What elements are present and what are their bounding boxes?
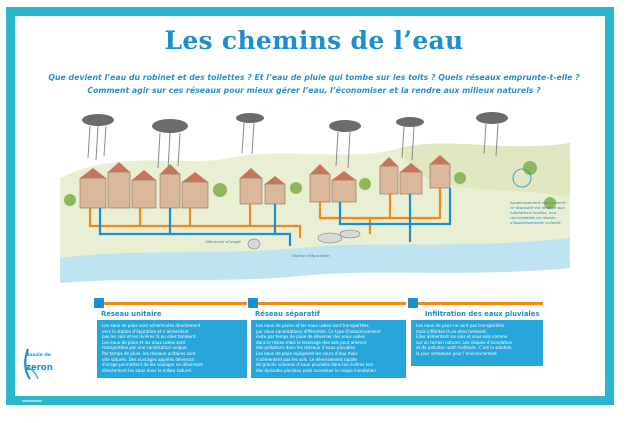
panel-line: pas les sols et les rivières là où elles tombent. [102,334,197,340]
panel-infiltration [411,302,543,378]
label-deversoir: Déversoir d’orage [206,239,241,244]
logo-line-2: zeron [26,363,53,373]
panel-line: vite saturés. Des ouvrages appelés déversoir [102,356,195,362]
rain-clouds [82,112,508,133]
panel-line: Les eaux de pluie ne sont pas transportées [416,323,505,328]
panel-marker [94,298,104,308]
panel-line: Les eaux de pluie rejoignent les cours d’eau mais [256,350,358,356]
panel-bar [411,302,543,305]
water-network-illustration [60,108,570,288]
panel-line: de grands volumes d’eaux pluviales dans les rivières lors [256,362,374,368]
panel-body [97,320,247,378]
panel-line: Elles alimentent les sols et sous-sols comme [416,334,508,340]
panel-reseau-separatif [251,302,406,378]
panel-bar [97,302,247,305]
panel-heading: Infiltration des eaux pluviales [425,310,540,318]
panel-marker [408,298,418,308]
panel-line: sur un terrain naturel. Les risques d’inondation [416,339,513,345]
panel-marker [248,298,258,308]
footer-mark [22,400,42,402]
subtitle-line-1: Que devient l’eau du robinet et des toilettes ? Et l’eau de pluie qui tombe sur les toits ? Quels réseaux emprunte-t-elle ? [48,73,580,82]
panel-line: Les eaux de pluie sont acheminées directement [102,323,201,328]
panel-line: des épisodes pluvieux peut accentuer le risque inondation. [256,367,378,373]
panel-line: n’alimentent pas les sols. Le déversement rapide [256,356,358,362]
panel-heading: Réseau séparatif [255,310,320,318]
panel-line: Les eaux de pluies et les eaux usées sont transportées [256,323,369,328]
label-station: Station d’épuration [292,253,330,258]
panel-line: vers la station d’épuration et n’alimentent [102,328,189,334]
panel-line: des pollutions dans les réseaux d’eaux pluviales. [256,345,357,351]
panel-bar [251,302,406,305]
label-assainissement: Assainissement non collectif : ce dispositif est réservé aux habitations isolées, non raccordables au réseau d’assainissement collectif. [510,200,568,225]
panel-line: dans le milieu mais le lessivage des sols peut amener [256,339,367,345]
panel-body [251,320,406,378]
subtitle-line-2: Comment agir sur ces réseaux pour mieux gérer l’eau, l’économiser et la rendre aux milieux naturels ? [87,86,541,95]
panel-body [411,320,543,366]
panel-reseau-unitaire [97,302,247,378]
panel-line: directement les eaux dans le milieu naturel. [102,367,193,373]
poster-subtitle [20,71,608,97]
panel-line: Les eaux de pluie et les eaux usées sont [102,339,186,345]
panel-line: par deux canalisations différentes. Ce type d’assainissement [256,328,381,334]
panel-line: et de pollution sont maîtrisés. C’est la solution [416,345,512,351]
panel-line: la plus vertueuse pour l’environnement. [416,350,499,356]
logo-line-1: Bassin de [26,353,51,358]
panel-heading: Réseau unitaire [101,310,162,318]
poster-title: Les chemins de l’eau [164,26,464,55]
panel-line: Par temps de pluie, les réseaux unitaires sont [102,350,196,356]
panel-line: d’orage permettent de les soulager en déversant [102,362,203,368]
panel-line: mais infiltrées là où elles tombent. [416,328,487,334]
panel-line: évite par temps de pluie de déverser des eaux usées [256,334,366,340]
panel-line: transportées par une canalisation unique. [102,345,188,351]
